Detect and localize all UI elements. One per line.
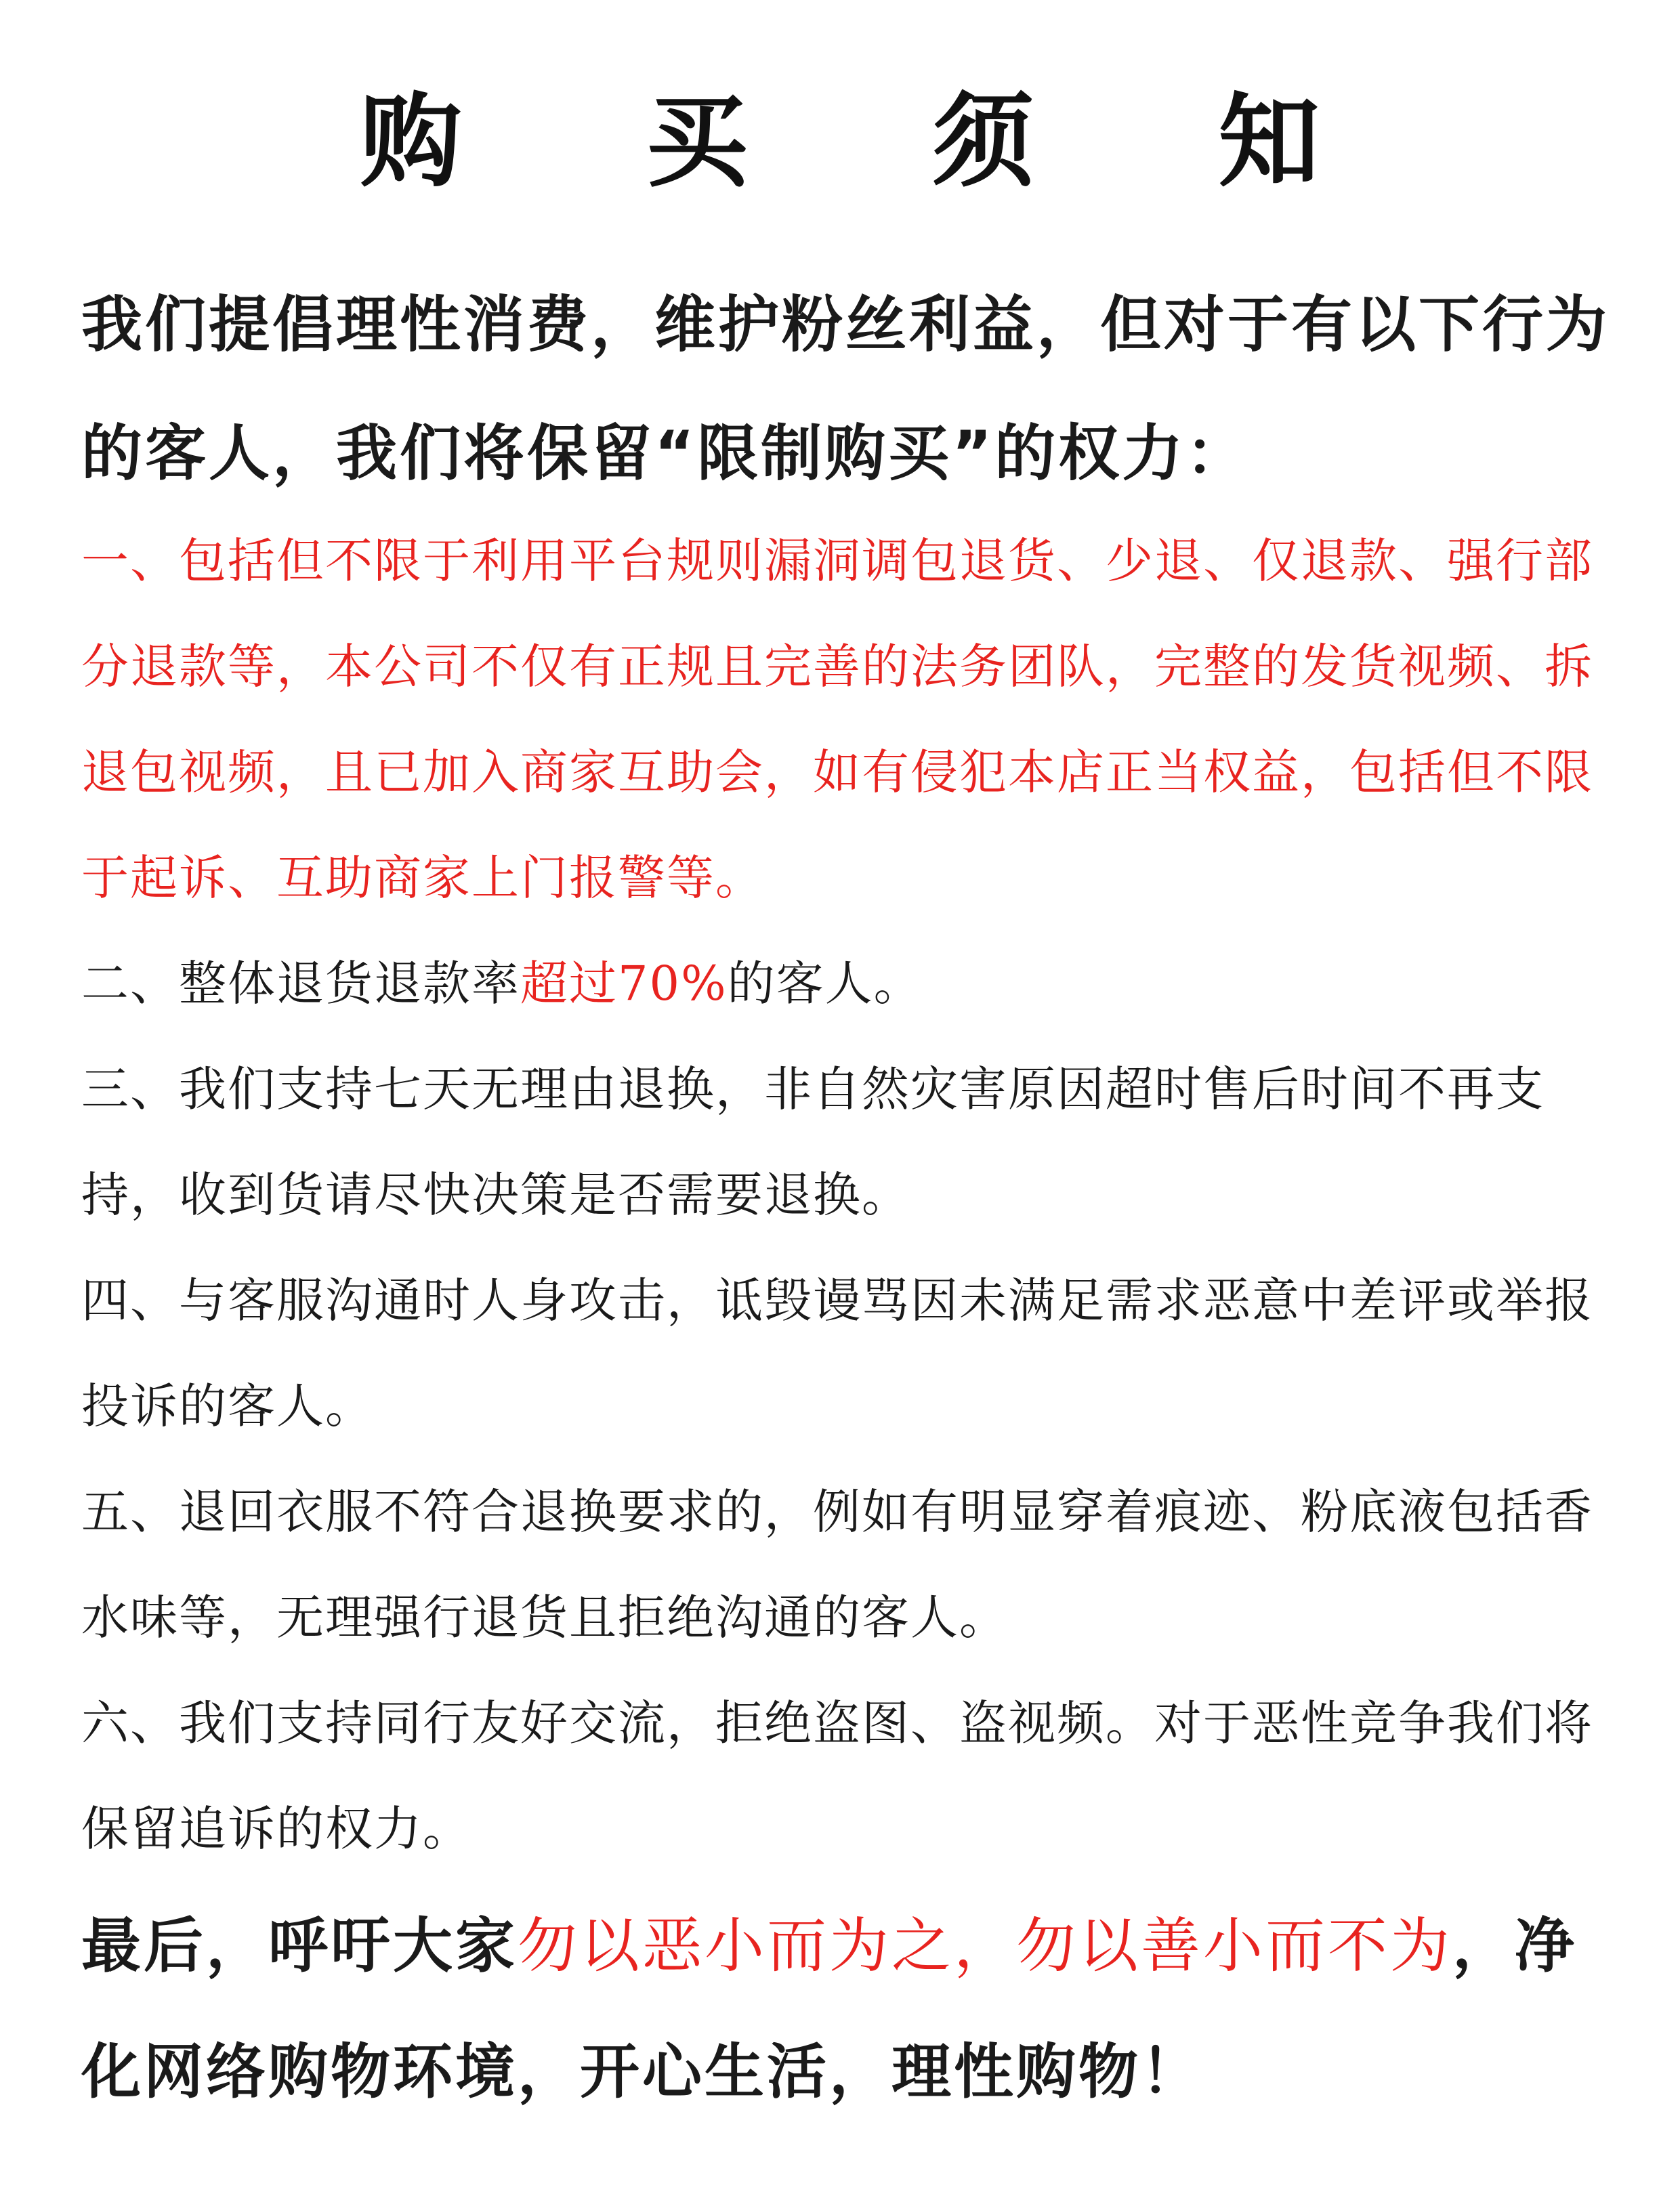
- page-title: 购 买 须 知: [360, 83, 1395, 201]
- notice-item-1: 一、包括但不限于利用平台规则漏洞调包退货、少退、仅退款、强行部分退款等，本公司不仅有正规且完善的法务团队，完整的发货视频、拆退包视频，且已加入商家互助会，如有侵犯本店正当权益，包括但不限于起诉、互助商家上门报警等。: [81, 533, 1593, 906]
- notice-item-2-highlight: 超过70%: [520, 956, 728, 1011]
- closing-highlight: 勿以恶小而为之，勿以善小而不为: [518, 1911, 1453, 1981]
- closing-text: 最后，呼吁大家: [81, 1911, 518, 1981]
- notice-item-6: 六、我们支持同行友好交流，拒绝盗图、盗视频。对于恶性竞争我们将保留追诉的权力。: [81, 1695, 1593, 1857]
- notice-item-4: 四、与客服沟通时人身攻击，诋毁谩骂因未满足需求恶意中差评或举报投诉的客人。: [81, 1273, 1593, 1434]
- notice-item-2: [81, 931, 1639, 1036]
- notice-item-2-text: 二、整体退货退款率: [81, 956, 520, 1011]
- notice-item-2-suffix: 的客人。: [727, 956, 923, 1011]
- notice-item-5: 五、退回衣服不符合退换要求的，例如有明显穿着痕迹、粉底液包括香水味等，无理强行退货且拒绝沟通的客人。: [81, 1484, 1593, 1645]
- closing-paragraph: [81, 1883, 1639, 2135]
- notice-item-3: 三、我们支持七天无理由退换，非自然灾害原因超时售后时间不再支持，收到货请尽快决策是否需要退换。: [81, 1061, 1545, 1223]
- closing-suffix: ，净化网络购物环境，开心生活，理性购物！: [81, 1911, 1578, 2107]
- notice-items-list: [81, 508, 1639, 1882]
- intro-paragraph: 我们提倡理性消费，维护粉丝利益，但对于有以下行为的客人，我们将保留“限制购买”的权力：: [81, 289, 1610, 489]
